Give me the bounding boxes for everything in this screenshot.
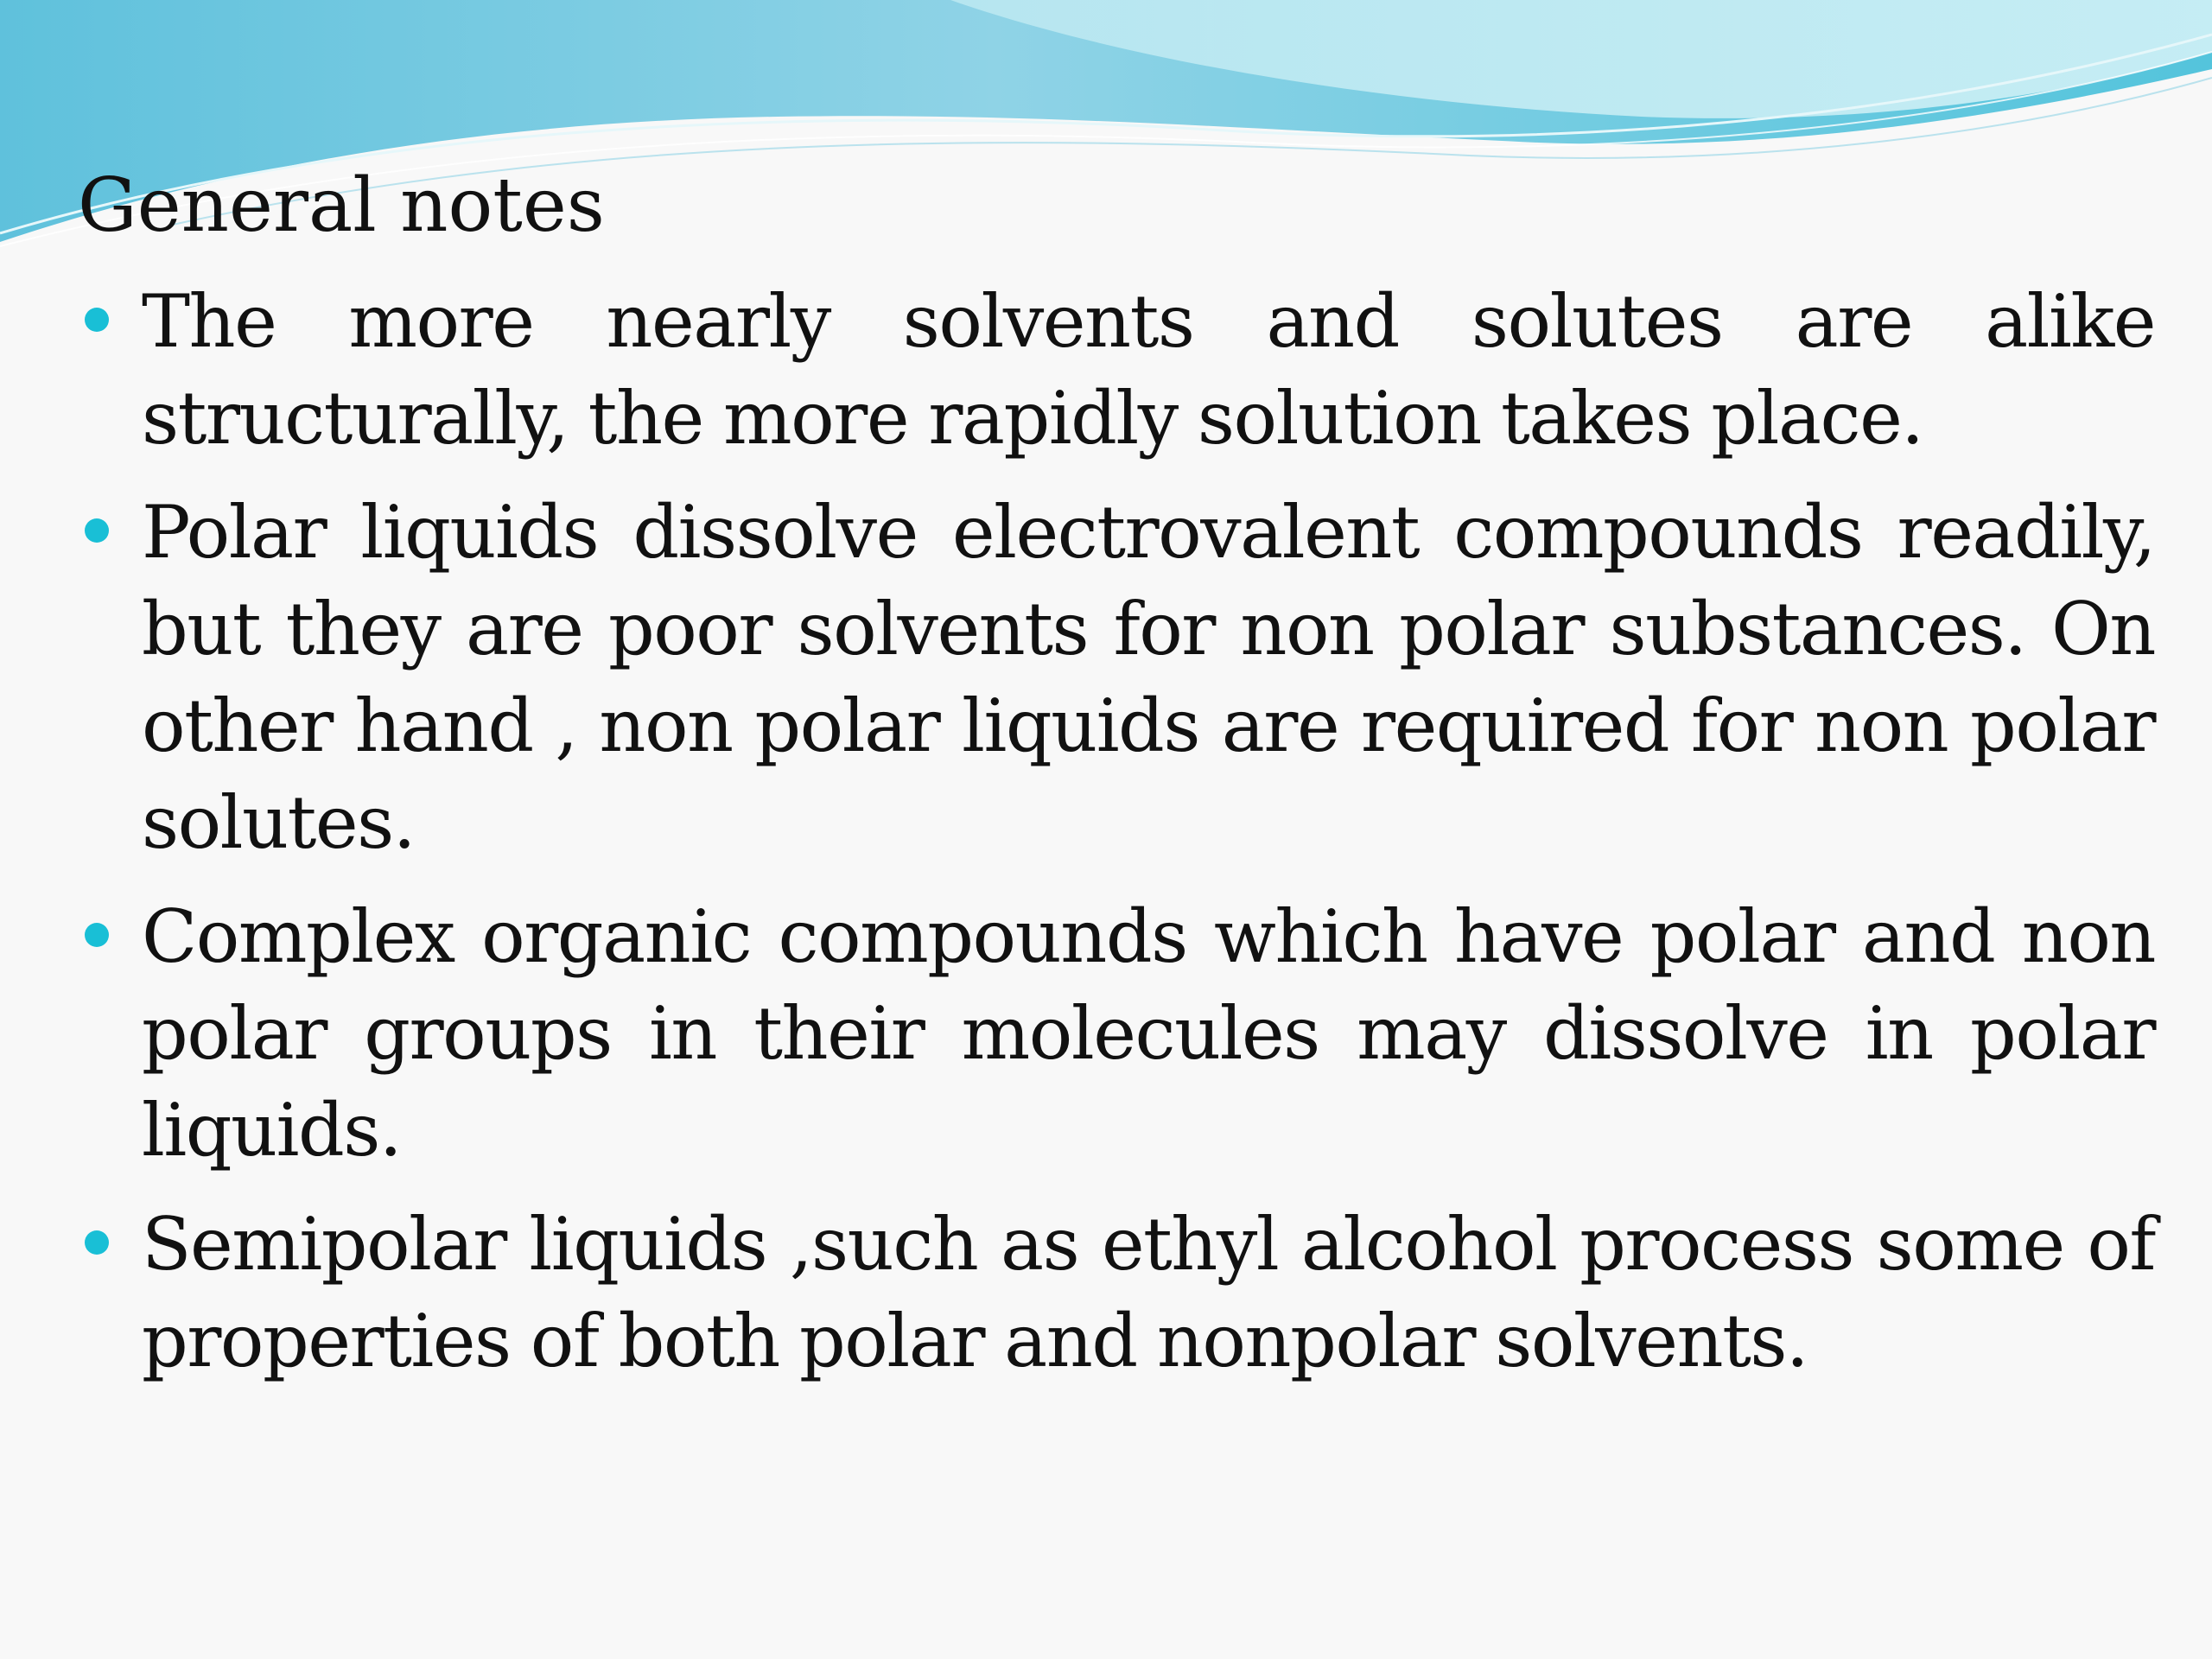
bullet-item — [85, 1196, 2155, 1389]
bullet-dot-icon — [85, 1230, 109, 1255]
slide-title: General notes — [78, 162, 605, 249]
bullet-dot-icon — [85, 308, 109, 332]
bullet-text: Complex organic compounds which have polar and non polar groups in their molecules may dissolve in polar liquids. — [142, 894, 2155, 1173]
bullet-text: Semipolar liquids ,such as ethyl alcohol process some of properties of both polar and nonpolar solvents. — [142, 1202, 2155, 1383]
bullet-item — [85, 273, 2155, 467]
bullet-dot-icon — [85, 518, 109, 543]
bullet-text: Polar liquids dissolve electrovalent compounds readily, but they are poor solvents for non polar substances. On other hand , non polar liquids are required for non polar solutes. — [142, 490, 2155, 865]
bullet-item — [85, 484, 2155, 871]
bullet-text: The more nearly solvents and solutes are alike structurally, the more rapidly solution takes place. — [142, 279, 2155, 461]
bullet-list — [85, 273, 2155, 1407]
bullet-item — [85, 888, 2155, 1179]
bullet-dot-icon — [85, 923, 109, 947]
